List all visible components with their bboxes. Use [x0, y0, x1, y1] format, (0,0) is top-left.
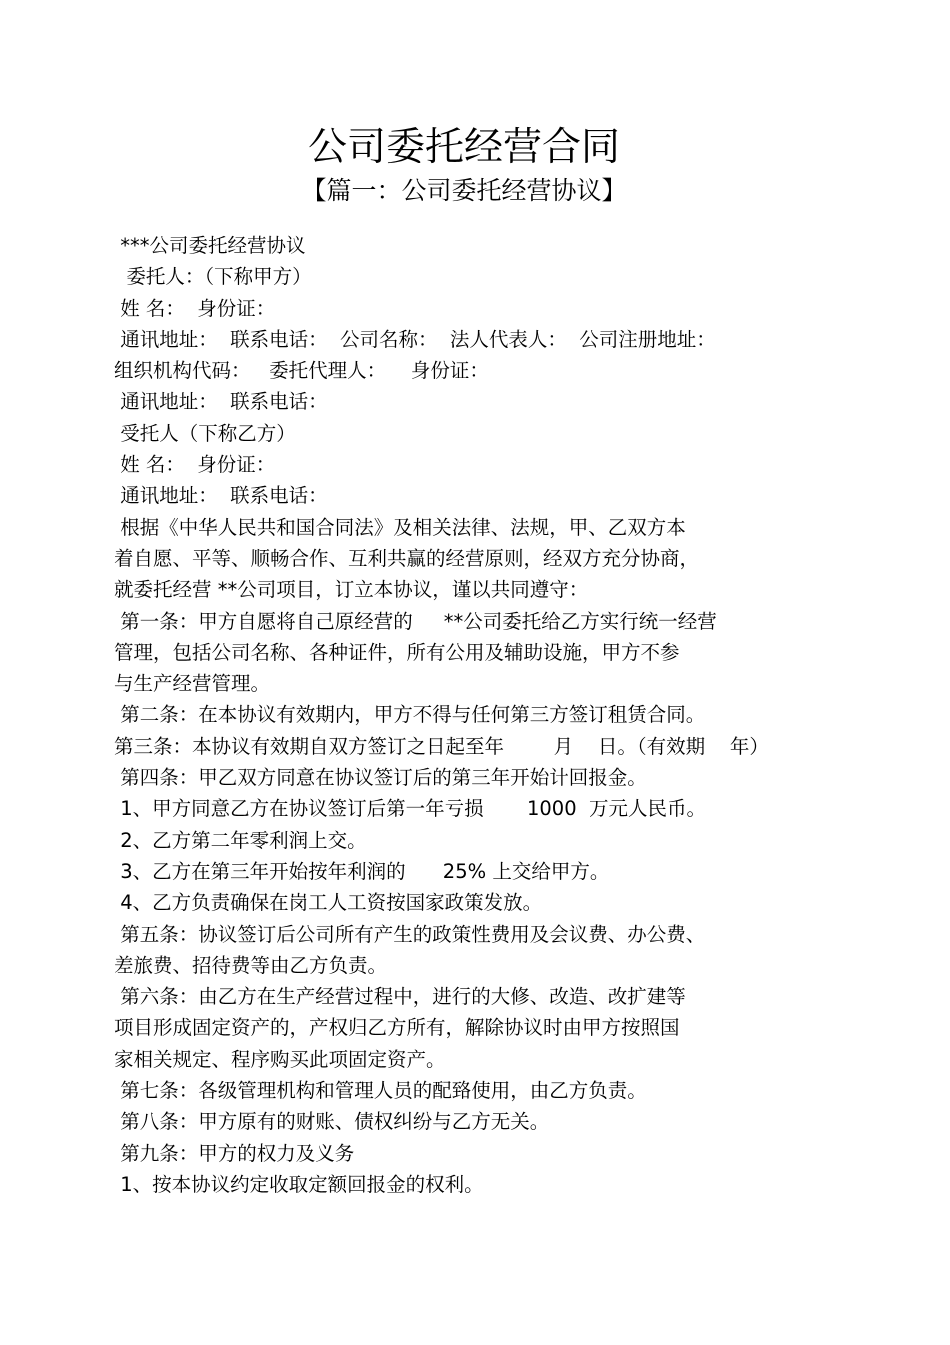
- paragraph-line: 第六条：由乙方在生产经营过程中，进行的大修、改造、改扩建等: [114, 985, 686, 1009]
- paragraph-line: 受托人（下称乙方）: [114, 421, 296, 445]
- paragraph-line: 第三条：本协议有效期自双方签订之日起至年 月 日。（有效期 年）: [114, 734, 769, 758]
- paragraph-line: 第八条：甲方原有的财账、债权纠纷与乙方无关。: [114, 1110, 550, 1134]
- paragraph-line: 3、乙方在第三年开始按年利润的 25% 上交给甲方。: [114, 859, 610, 883]
- paragraph-line: 根据《中华人民共和国合同法》及相关法律、法规，甲、乙双方本: [114, 515, 686, 539]
- document-body: [114, 230, 894, 1200]
- paragraph-line: 管理，包括公司名称、各种证件，所有公用及辅助设施，甲方不参: [114, 640, 680, 664]
- paragraph-line: 姓 名： 身份证：: [114, 296, 276, 320]
- paragraph-line: 第二条：在本协议有效期内，甲方不得与任何第三方签订租赁合同。: [114, 703, 706, 727]
- paragraph-line: 通讯地址： 联系电话：: [114, 390, 328, 414]
- paragraph-line: 1、按本协议约定收取定额回报金的权利。: [114, 1172, 484, 1196]
- paragraph-line: 第四条：甲乙双方同意在协议签订后的第三年开始计回报金。: [114, 766, 647, 790]
- paragraph-line: 第五条：协议签订后公司所有产生的政策性费用及会议费、办公费、: [114, 922, 706, 946]
- document-title: 公司委托经营合同: [307, 125, 620, 170]
- paragraph-line: ***公司委托经营协议: [114, 234, 306, 257]
- paragraph-line: 项目形成固定资产的，产权归乙方所有，解除协议时由甲方按照国: [114, 1016, 680, 1040]
- document-subtitle: 【篇一：公司委托经营协议】: [301, 176, 627, 205]
- paragraph-line: 组织机构代码： 委托代理人： 身份证：: [114, 359, 489, 383]
- paragraph-line: 第七条：各级管理机构和管理人员的配臵使用，由乙方负责。: [114, 1079, 647, 1103]
- paragraph-line: 第一条：甲方自愿将自己原经营的 **公司委托给乙方实行统一经营: [114, 609, 717, 633]
- paragraph-line: 委托人：（下称甲方）: [114, 265, 312, 289]
- paragraph-line: 第九条：甲方的权力及义务: [114, 1141, 355, 1165]
- paragraph-line: 通讯地址： 联系电话： 公司名称： 法人代表人： 公司注册地址：: [114, 327, 716, 351]
- paragraph-line: 就委托经营 **公司项目，订立本协议，谨以共同遵守：: [114, 578, 589, 602]
- paragraph-line: 差旅费、招待费等由乙方负责。: [114, 953, 388, 977]
- paragraph-line: 1、甲方同意乙方在协议签订后第一年亏损 1000 万元人民币。: [114, 797, 707, 821]
- paragraph-line: 家相关规定、程序购买此项固定资产。: [114, 1047, 446, 1071]
- paragraph-line: 2、乙方第二年零利润上交。: [114, 828, 367, 852]
- paragraph-line: 着自愿、平等、顺畅合作、互利共赢的经营原则，经双方充分协商，: [114, 546, 700, 570]
- paragraph-line: 姓 名： 身份证：: [114, 453, 276, 477]
- paragraph-line: 与生产经营管理。: [114, 672, 271, 696]
- paragraph-line: 4、乙方负责确保在岗工人工资按国家政策发放。: [114, 891, 543, 915]
- paragraph-line: 通讯地址： 联系电话：: [114, 484, 328, 508]
